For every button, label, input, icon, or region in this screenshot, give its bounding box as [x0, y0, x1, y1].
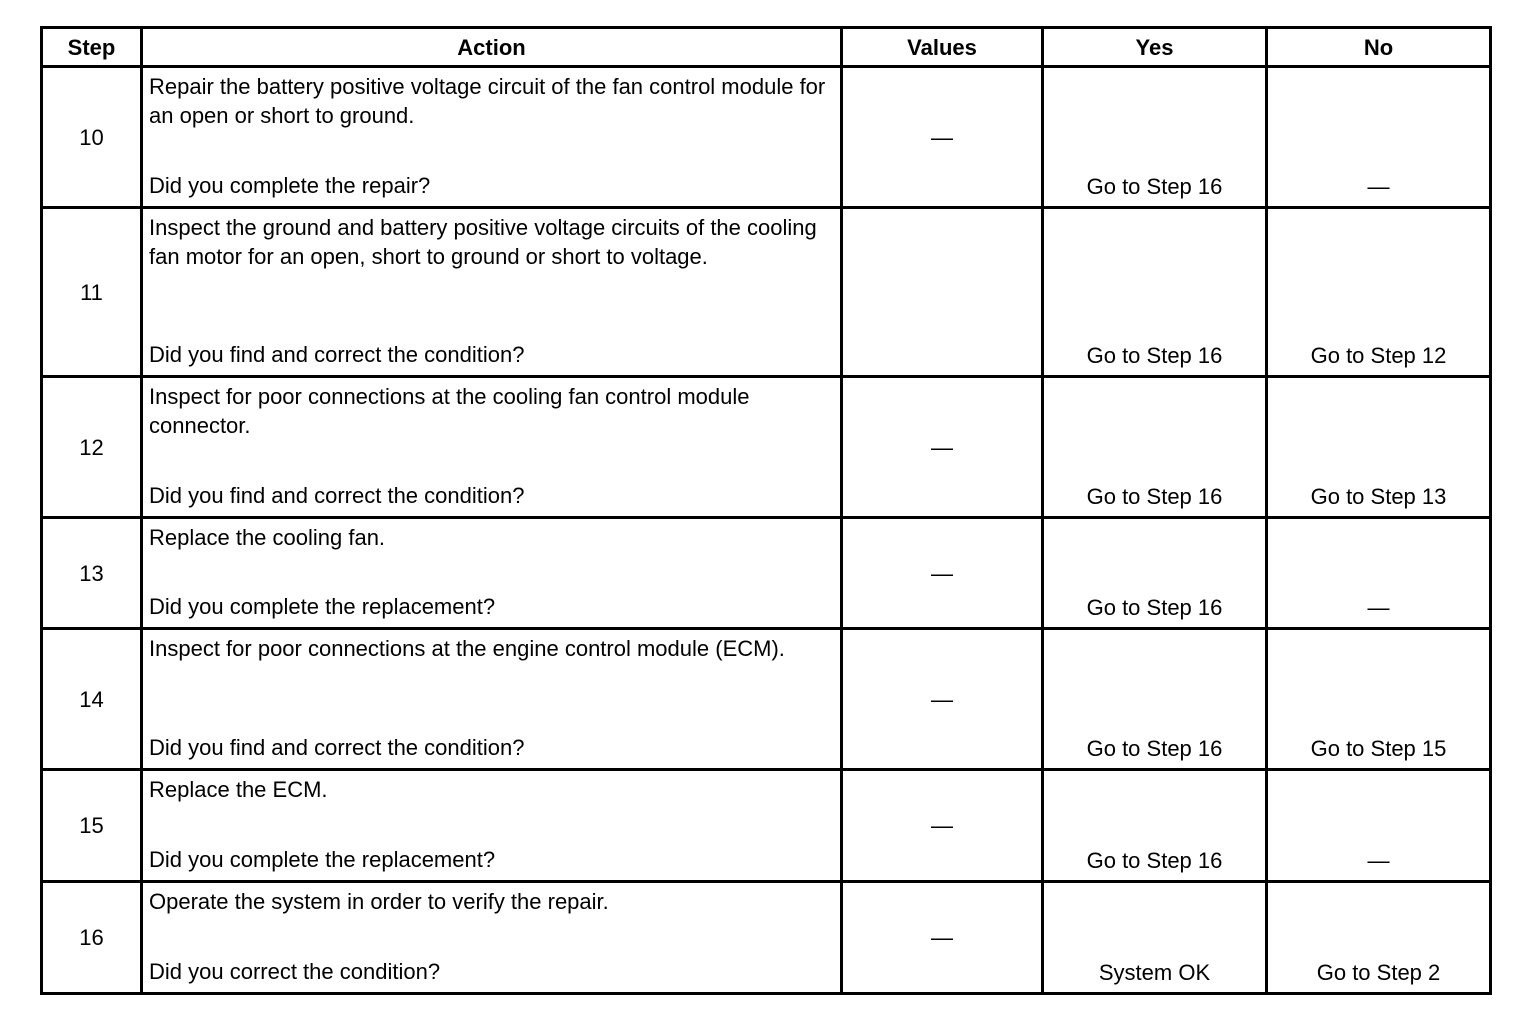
values-cell	[842, 208, 1043, 377]
table-row	[42, 518, 1491, 629]
yes-cell: Go to Step 16	[1043, 629, 1267, 770]
action-cell	[142, 67, 842, 208]
yes-cell: System OK	[1043, 882, 1267, 994]
action-question: Did you find and correct the condition?	[149, 735, 525, 760]
action-question: Did you complete the replacement?	[149, 594, 496, 619]
action-instruction: Replace the ECM.	[149, 777, 328, 802]
header-action: Action	[142, 28, 842, 67]
action-question: Did you find and correct the condition?	[149, 483, 525, 508]
action-instruction: Operate the system in order to verify the repair.	[149, 889, 609, 914]
header-values: Values	[842, 28, 1043, 67]
action-question: Did you correct the condition?	[149, 959, 441, 984]
table-row	[42, 208, 1491, 377]
yes-cell: Go to Step 16	[1043, 518, 1267, 629]
step-number: 16	[42, 882, 142, 994]
table-row	[42, 882, 1491, 994]
values-cell: —	[842, 882, 1043, 994]
yes-cell: Go to Step 16	[1043, 770, 1267, 882]
step-number: 13	[42, 518, 142, 629]
values-cell: —	[842, 518, 1043, 629]
no-cell: Go to Step 13	[1267, 377, 1491, 518]
action-cell	[142, 208, 842, 377]
table-row	[42, 377, 1491, 518]
no-cell: —	[1267, 770, 1491, 882]
header-row	[42, 28, 1491, 67]
values-cell: —	[842, 629, 1043, 770]
diagnostic-table	[40, 26, 1492, 995]
step-number: 12	[42, 377, 142, 518]
action-instruction: Inspect for poor connections at the engine control module (ECM).	[149, 636, 785, 661]
no-cell: —	[1267, 518, 1491, 629]
table-row	[42, 629, 1491, 770]
action-question: Did you complete the replacement?	[149, 847, 496, 872]
values-cell: —	[842, 67, 1043, 208]
action-cell	[142, 770, 842, 882]
action-cell	[142, 882, 842, 994]
step-number: 10	[42, 67, 142, 208]
action-instruction: Repair the battery positive voltage circuit of the fan control module for an open or short to ground.	[149, 74, 826, 128]
header-no: No	[1267, 28, 1491, 67]
action-cell	[142, 377, 842, 518]
step-number: 11	[42, 208, 142, 377]
header-step: Step	[42, 28, 142, 67]
header-yes: Yes	[1043, 28, 1267, 67]
no-cell: —	[1267, 67, 1491, 208]
step-number: 15	[42, 770, 142, 882]
yes-cell: Go to Step 16	[1043, 208, 1267, 377]
table-row	[42, 770, 1491, 882]
action-cell	[142, 629, 842, 770]
action-cell	[142, 518, 842, 629]
action-instruction: Inspect the ground and battery positive voltage circuits of the cooling fan motor for an open, short to ground or short to voltage.	[149, 215, 817, 269]
step-number: 14	[42, 629, 142, 770]
yes-cell: Go to Step 16	[1043, 377, 1267, 518]
action-question: Did you find and correct the condition?	[149, 342, 525, 367]
action-question: Did you complete the repair?	[149, 173, 431, 198]
no-cell: Go to Step 12	[1267, 208, 1491, 377]
no-cell: Go to Step 2	[1267, 882, 1491, 994]
action-instruction: Replace the cooling fan.	[149, 525, 386, 550]
values-cell: —	[842, 377, 1043, 518]
values-cell: —	[842, 770, 1043, 882]
table-row	[42, 67, 1491, 208]
no-cell: Go to Step 15	[1267, 629, 1491, 770]
action-instruction: Inspect for poor connections at the cooling fan control module connector.	[149, 384, 750, 438]
yes-cell: Go to Step 16	[1043, 67, 1267, 208]
